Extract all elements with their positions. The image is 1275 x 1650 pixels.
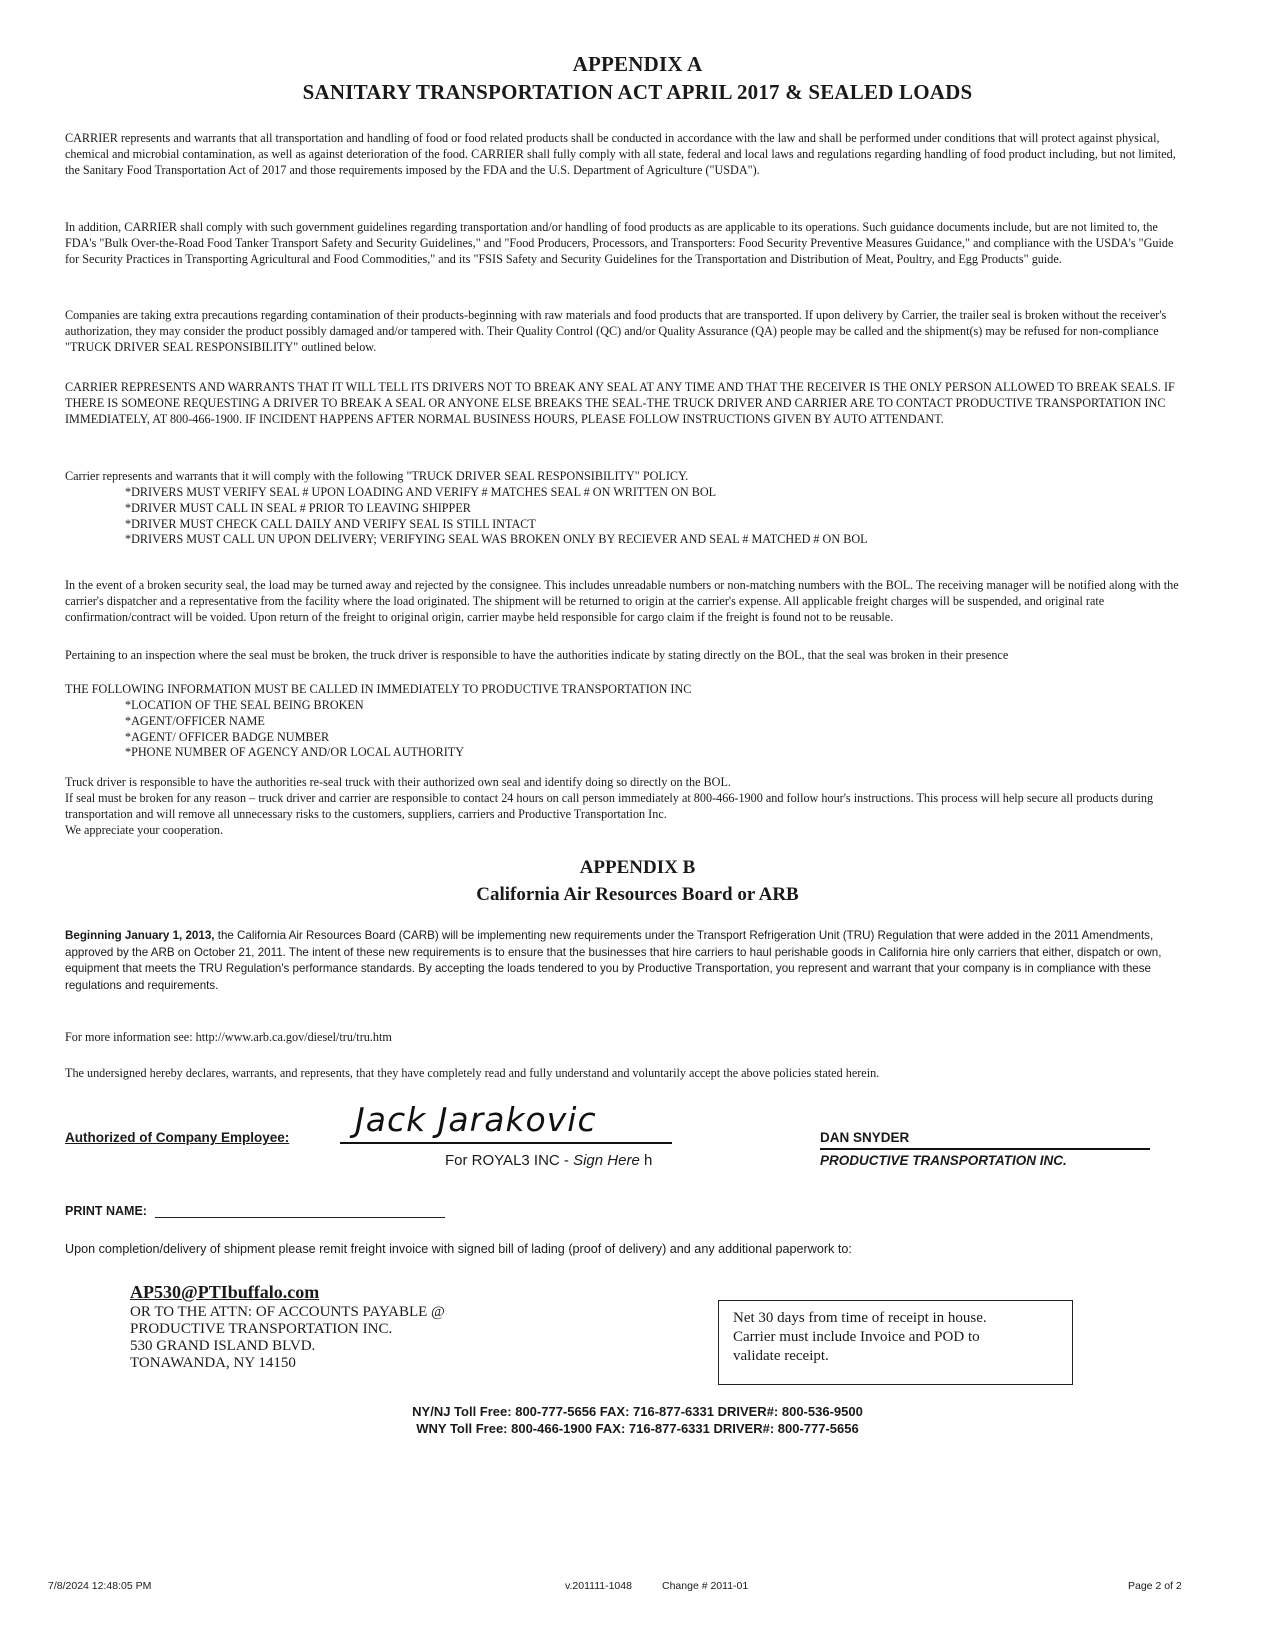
list-item: *DRIVERS MUST VERIFY SEAL # UPON LOADING AND VERIFY # MATCHES SEAL # ON WRITTEN ON BOL <box>125 485 717 499</box>
carb-body: the California Air Resources Board (CARB) will be implementing new requirements under the Transport Refrigeration Unit (TRU) Regulation that were added in the 2011 Amendments, approved by the ARB on October 21, 2011. The intent of these new requirements is to ensure that the businesses that hire carriers to haul perishable goods in California hire only carriers that either, dispatch or own, equipment that meets the TRU Regulation's performance standards. By accepting the loads tendered to you by Productive Transportation, you represent and warrant that your company is in compliance with these regulations and requirements. <box>65 929 1162 992</box>
footer-version: v.201111-1048 <box>565 1580 632 1592</box>
more-info-line: For more information see: http://www.arb.ca.gov/diesel/tru/tru.htm <box>65 1030 392 1044</box>
paragraph-carb <box>65 928 1190 994</box>
paragraph-inspection: Pertaining to an inspection where the seal must be broken, the truck driver is responsible to have the authorities indicate by stating directly on the BOL, that the seal was broken in their presence <box>65 648 1009 662</box>
footer-timestamp: 7/8/2024 12:48:05 PM <box>48 1580 152 1592</box>
sign-here-mark: h <box>643 1152 653 1169</box>
carb-date: Beginning January 1, 2013, <box>65 929 215 942</box>
paragraph-on-call: If seal must be broken for any reason – truck driver and carrier are responsible to contact 24 hours on call person immediately at 800-466-1900 and follow hour's instructions. This process will help secure all products during transportation and will remove all unnecessary risks to the customers, suppliers, carriers and Productive Transportation Inc. <box>65 791 1154 821</box>
terms-line: Net 30 days from time of receipt in house. <box>733 1310 987 1326</box>
terms-line: Carrier must include Invoice and POD to <box>733 1329 980 1345</box>
contact-line-nynj: NY/NJ Toll Free: 800-777-5656 FAX: 716-877-6331 DRIVER#: 800-536-9500 <box>412 1404 863 1419</box>
remit-address <box>130 1304 445 1372</box>
paragraph-reseal: Truck driver is responsible to have the authorities re-seal truck with their authorized own seal and identify doing so directly on the BOL. <box>65 775 731 789</box>
list-item: *PHONE NUMBER OF AGENCY AND/OR LOCAL AUTHORITY <box>125 745 465 760</box>
authorized-employee-label: Authorized of Company Employee: <box>65 1130 290 1145</box>
footer-page-number: Page 2 of 2 <box>1128 1580 1182 1592</box>
terms-line: validate receipt. <box>733 1348 829 1364</box>
appendix-a-title: APPENDIX A <box>572 52 703 76</box>
list-item: *AGENT/ OFFICER BADGE NUMBER <box>125 729 330 744</box>
appendix-b-title: APPENDIX B <box>579 857 696 878</box>
for-company-text: For ROYAL3 INC - <box>445 1152 574 1169</box>
list-item: *DRIVERS MUST CALL UN UPON DELIVERY; VERIFYING SEAL WAS BROKEN ONLY BY RECIEVER AND SEAL # MATCHED # ON BOL <box>125 532 868 547</box>
employee-signature: Jack Jarakovic <box>355 1100 597 1139</box>
contact-line-wny: WNY Toll Free: 800-466-1900 FAX: 716-877-6331 DRIVER#: 800-777-5656 <box>416 1421 859 1436</box>
address-line: TONAWANDA, NY 14150 <box>130 1355 296 1371</box>
signature-line <box>340 1142 672 1144</box>
paragraph-guidance-documents: In addition, CARRIER shall comply with such government guidelines regarding transportation and/or handling of food products as are applicable to its operations. Such guidance documents include, but are not limited to, the FDA's "Bulk Over-the-Road Food Tanker Transport Safety and Security Guidelines," and "Food Producers, Processors, and Transporters: Food Security Preventive Measures Guidance," and compliance with the USDA's "Guide for Security Practices in Transporting Agricultural and Food Commodities," and its "FSIS Safety and Security Guidelines for the Transportation and Distribution of Meat, Poultry, and Egg Products" guide. <box>65 220 1174 266</box>
paragraph-precautions: Companies are taking extra precautions regarding contamination of their products-beginning with raw materials and food products that are transported. If upon delivery by Carrier, the trailer seal is broken without the receiver's authorization, they may consider the product possibly damaged and/or tampered with. Their Quality Control (QC) and/or Quality Assurance (QA) people may be called and the shipment(s) may be refused for non-compliance "TRUCK DRIVER SEAL RESPONSIBILITY" outlined below. <box>65 308 1167 354</box>
appendix-b-subtitle: California Air Resources Board or ARB <box>476 884 799 905</box>
counter-signature-line <box>820 1148 1150 1150</box>
list-item: *LOCATION OF THE SEAL BEING BROKEN <box>125 698 364 712</box>
list-item: *DRIVER MUST CHECK CALL DAILY AND VERIFY SEAL IS STILL INTACT <box>125 516 536 531</box>
address-line: 530 GRAND ISLAND BLVD. <box>130 1338 316 1354</box>
counter-signer-name: DAN SNYDER <box>820 1130 910 1145</box>
address-line: PRODUCTIVE TRANSPORTATION INC. <box>130 1321 393 1337</box>
paragraph-seal-warranty: CARRIER REPRESENTS AND WARRANTS THAT IT WILL TELL ITS DRIVERS NOT TO BREAK ANY SEAL AT ANY TIME AND THAT THE RECEIVER IS THE ONLY PERSON ALLOWED TO BREAK SEALS. IF THERE IS SOMEONE REQUESTING A DRIVER TO BREAK A SEAL OR ANYONE ELSE BREAKS THE SEAL-THE TRUCK DRIVER AND CARRIER ARE TO CONTACT PRODUCTIVE TRANSPORTATION INC IMMEDIATELY, AT 800-466-1900. IF INCIDENT HAPPENS AFTER NORMAL BUSINESS HOURS, PLEASE FOLLOW INSTRUCTIONS GIVEN BY AUTO ATTENDANT. <box>65 380 1175 426</box>
paragraph-seal-policy-intro: Carrier represents and warrants that it will comply with the following "TRUCK DRIVER SEAL RESPONSIBILITY" POLICY. <box>65 469 689 483</box>
address-line: OR TO THE ATTN: OF ACCOUNTS PAYABLE @ <box>130 1304 445 1320</box>
print-name-label: PRINT NAME: <box>65 1204 147 1218</box>
paragraph-broken-seal: In the event of a broken security seal, the load may be turned away and rejected by the consignee. This includes unreadable numbers or non-matching numbers with the BOL. The receiving manager will be notified along with the carrier's dispatcher and a representative from the facility where the load originated. The shipment will be returned to origin at the carrier's expense. All applicable freight charges will be suspended, and original rate confirmation/contract will be voided. Upon return of the freight to original origin, carrier maybe held responsible for cargo claim if the freight is found not to be reusable. <box>65 578 1179 624</box>
counter-signer-company: PRODUCTIVE TRANSPORTATION INC. <box>820 1153 1067 1168</box>
paragraph-carrier-warranty: CARRIER represents and warrants that all transportation and handling of food or food related products shall be conducted in accordance with the law and shall be performed under conditions that will protect against physical, chemical and microbial contamination, as well as against deterioration of the food. CARRIER shall fully comply with all state, federal and local laws and regulations regarding handling of food product including, but not limited, the Sanitary Food Transportation Act of 2017 and those requirements imposed by the FDA and the U.S. Department of Agriculture ("USDA"). <box>65 131 1176 177</box>
declaration-line: The undersigned hereby declares, warrants, and represents, that they have completely read and fully understand and voluntarily accept the above policies stated herein. <box>65 1066 880 1080</box>
appendix-a-subtitle: SANITARY TRANSPORTATION ACT APRIL 2017 & SEALED LOADS <box>302 80 973 104</box>
required-info-list <box>125 698 464 761</box>
list-item: *DRIVER MUST CALL IN SEAL # PRIOR TO LEAVING SHIPPER <box>125 500 471 515</box>
print-name-field[interactable] <box>155 1217 445 1218</box>
seal-policy-list <box>125 485 868 548</box>
sign-here-line <box>445 1152 652 1169</box>
paragraph-appreciation: We appreciate your cooperation. <box>65 823 224 837</box>
payment-terms-box <box>718 1300 1073 1385</box>
remit-instruction: Upon completion/delivery of shipment please remit freight invoice with signed bill of lading (proof of delivery) and any additional paperwork to: <box>65 1242 852 1256</box>
paragraph-following-info: THE FOLLOWING INFORMATION MUST BE CALLED IN IMMEDIATELY TO PRODUCTIVE TRANSPORTATION INC <box>65 682 692 696</box>
remit-email-link[interactable]: AP530@PTIbuffalo.com <box>130 1282 320 1302</box>
footer-change: Change # 2011-01 <box>662 1580 749 1592</box>
list-item: *AGENT/OFFICER NAME <box>125 713 265 728</box>
sign-here-text: Sign Here <box>573 1152 640 1169</box>
